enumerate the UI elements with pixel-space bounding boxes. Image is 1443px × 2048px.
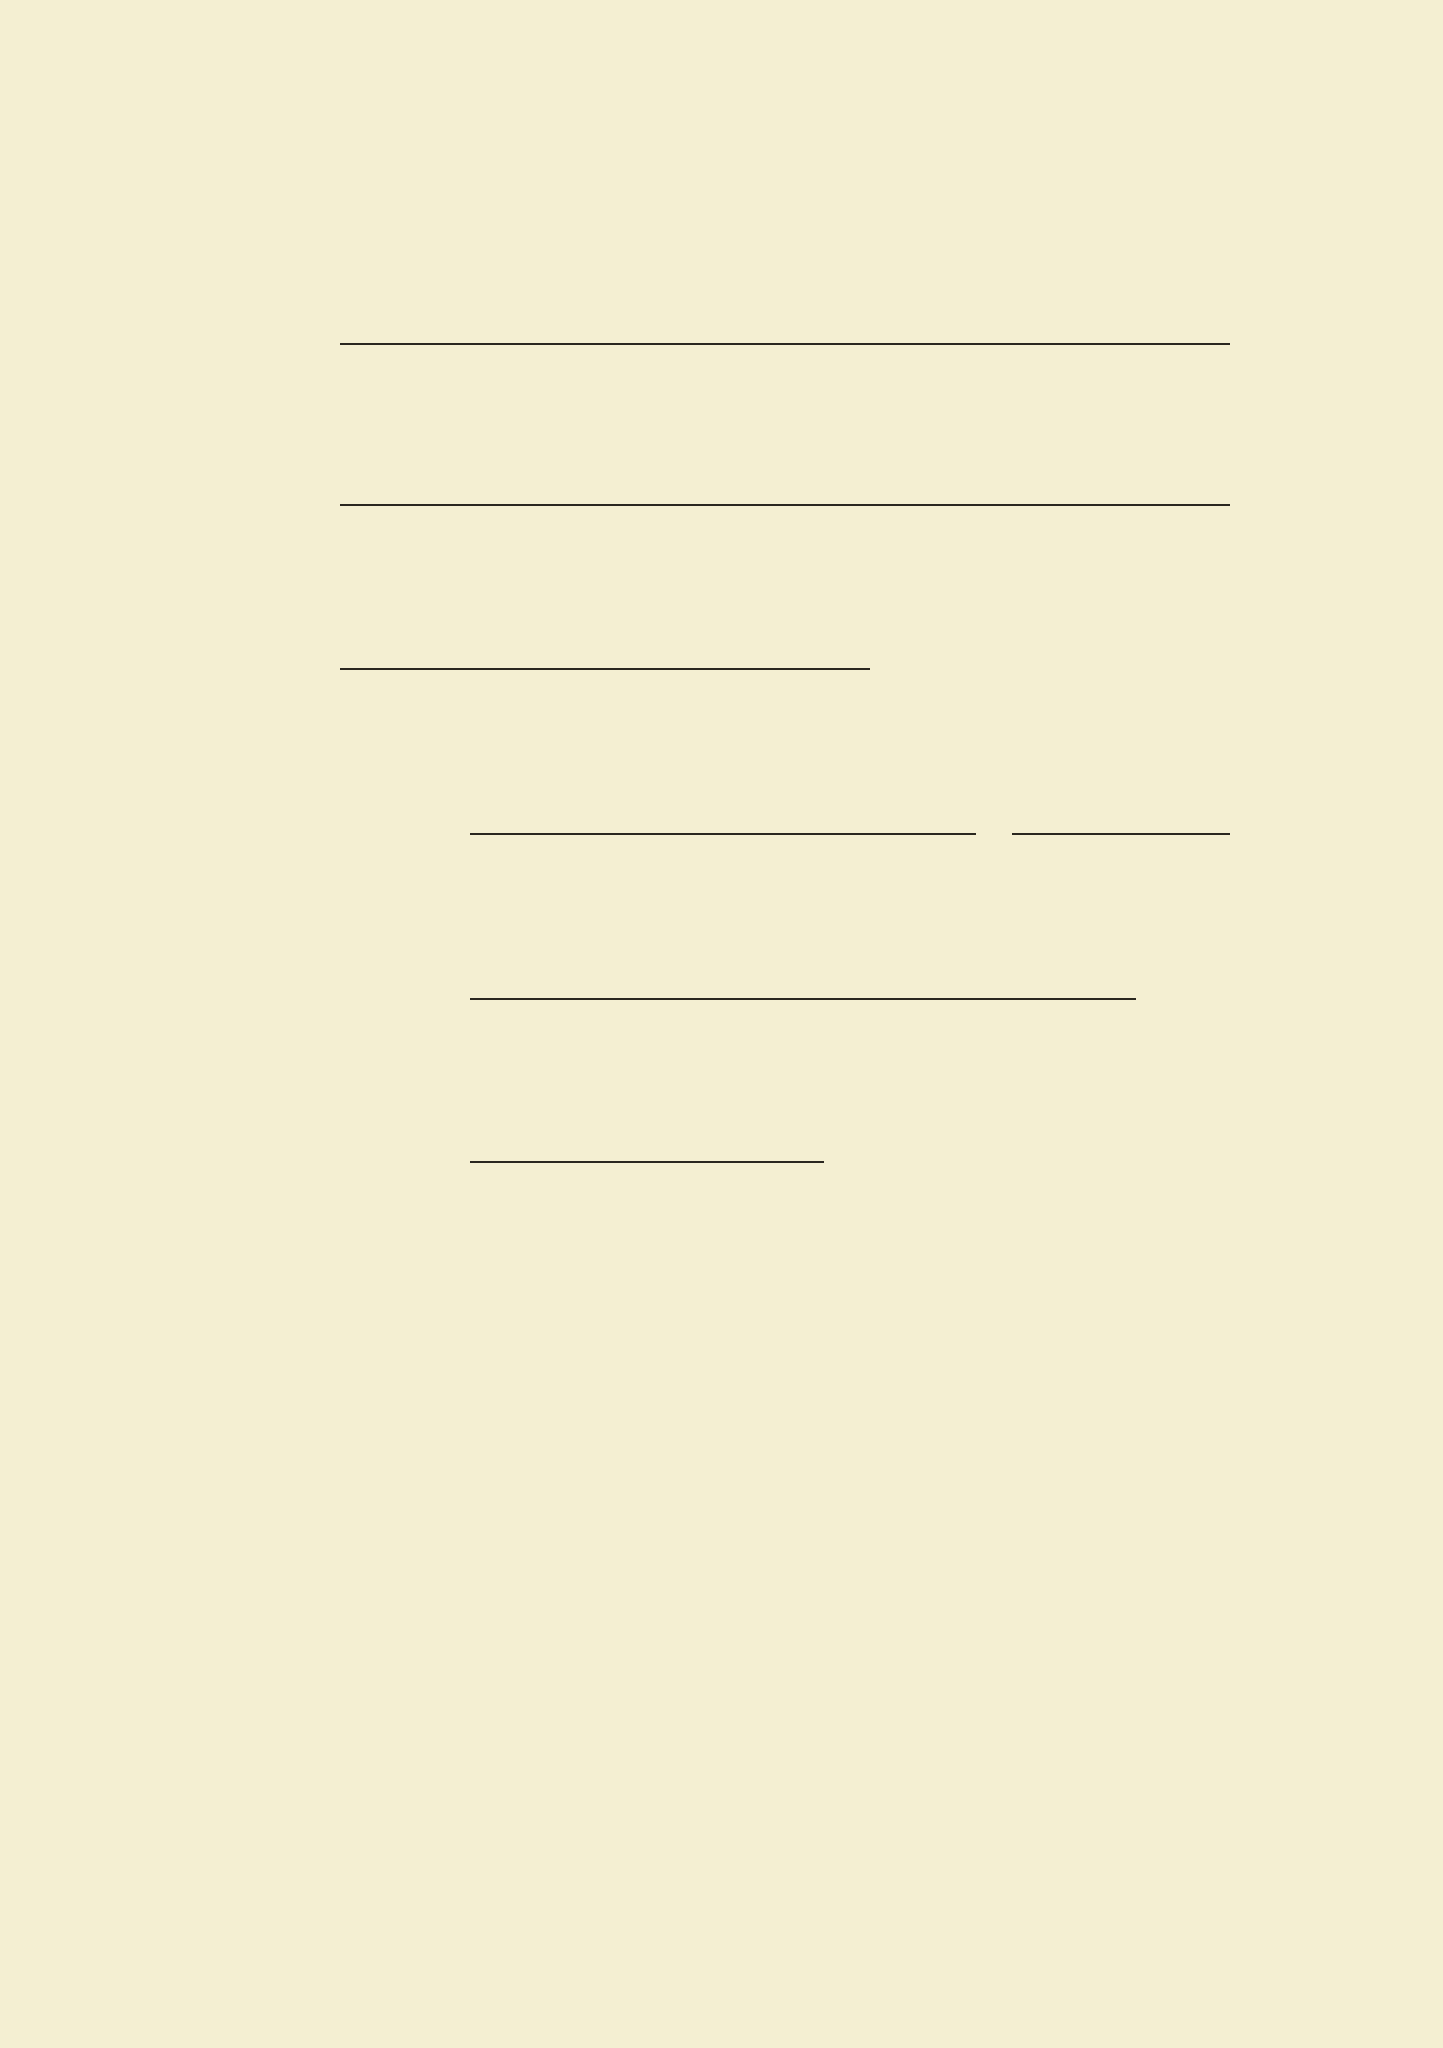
row-label-forbruker: [192, 390, 230, 424]
ditto-marks: [760, 718, 783, 752]
row-label-handlende: [192, 518, 215, 552]
row-label-forbruker: [192, 554, 230, 588]
rule: [1012, 833, 1230, 835]
row-label-handlende: [192, 682, 215, 716]
row-label-forbruker: [192, 718, 230, 752]
rule: [340, 343, 1230, 345]
row-label-forbr: [192, 1210, 312, 1244]
row-label-handlende: [154, 354, 192, 388]
rule: [340, 668, 870, 670]
ditto-marks: [1150, 882, 1173, 916]
row-label-handl: [154, 1010, 207, 1044]
rule: [470, 1161, 824, 1163]
rule: [470, 998, 1136, 1000]
ditto-marks: [1150, 390, 1173, 424]
ditto-marks: [1150, 518, 1173, 552]
rule: [340, 504, 1230, 506]
ditto-marks: [1150, 554, 1173, 588]
row-label-forbruker: [192, 882, 342, 916]
rule: [470, 833, 976, 835]
row-label-handl: [154, 1174, 207, 1208]
ditto-marks: [1142, 1046, 1165, 1080]
row-label-forbr: [192, 1046, 312, 1080]
